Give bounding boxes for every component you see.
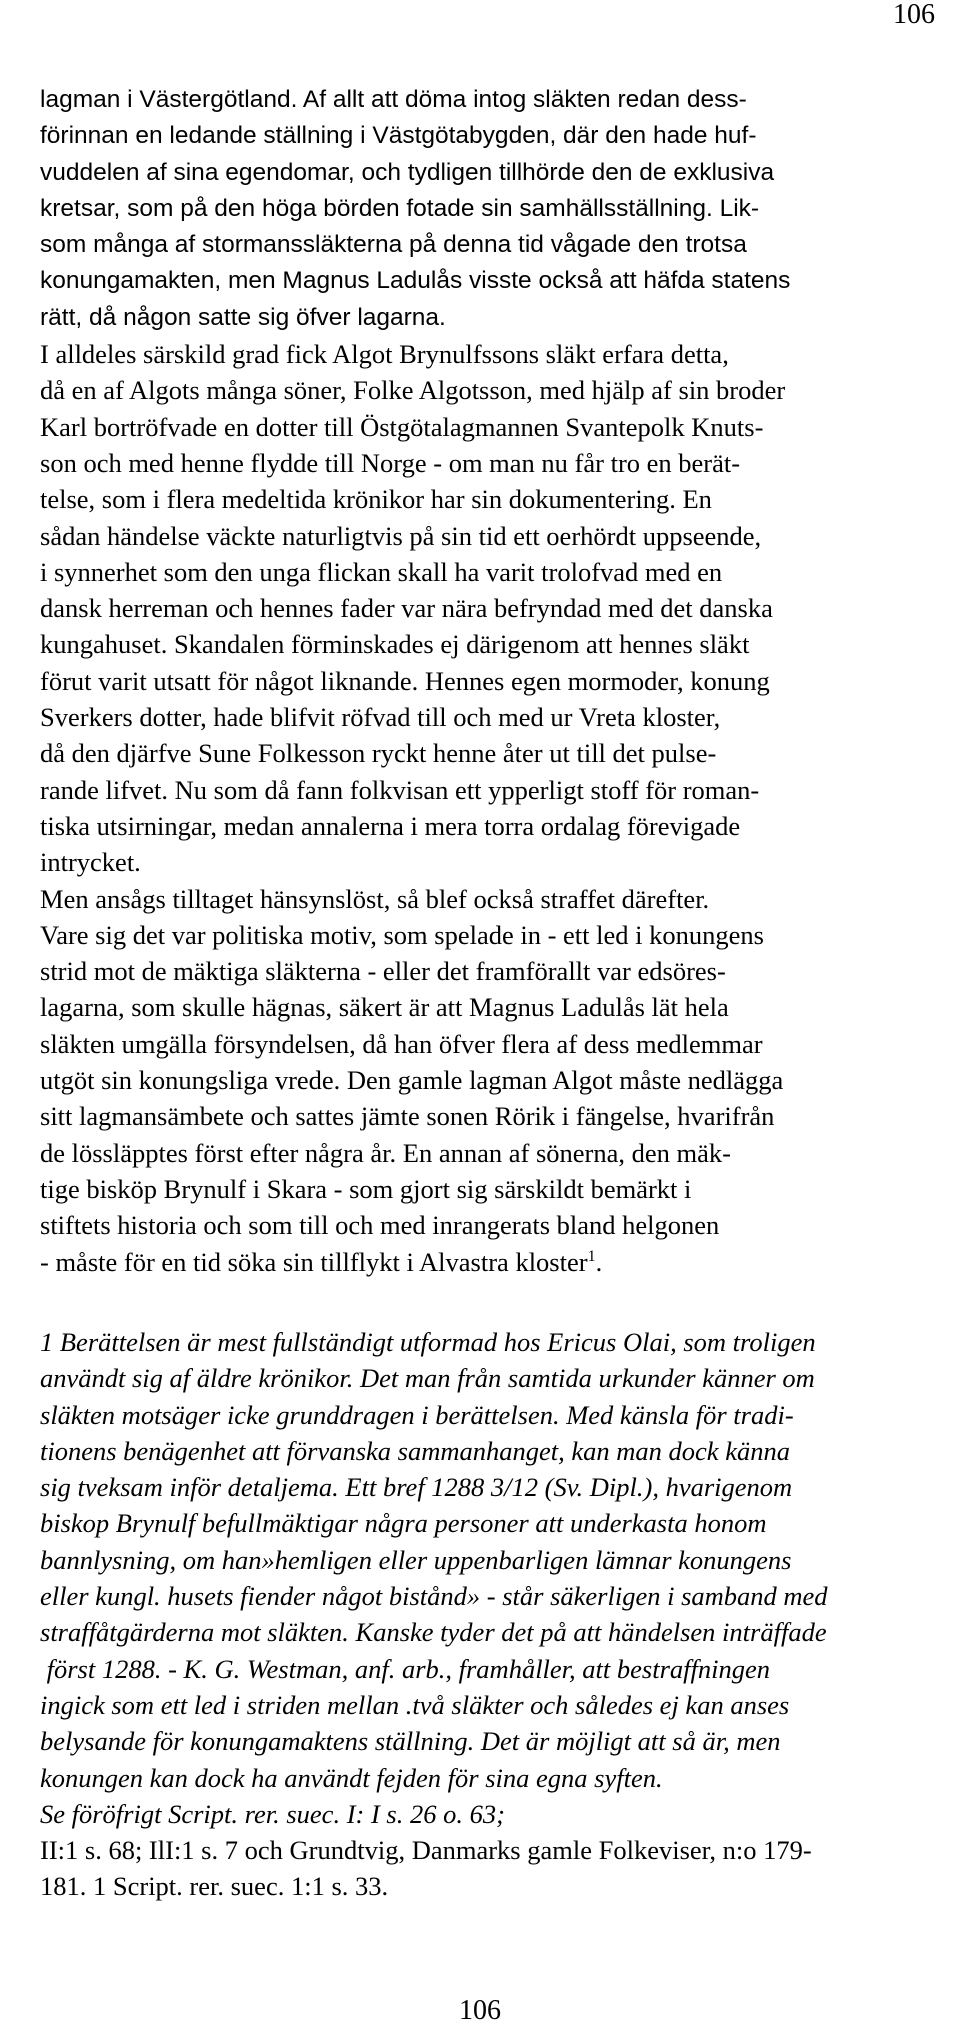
text-line: Men ansågs tilltaget hänsynslöst, så blef också straffet därefter. [40,883,710,914]
text-line: Karl bortröfvade en dotter till Östgötalagmannen Svantepolk Knuts- [40,411,764,442]
footnote-reference[interactable]: 1 [587,1247,596,1265]
paragraph-2 [40,336,940,880]
text-line: I alldeles särskild grad fick Algot Brynulfssons släkt erfara detta, [40,339,729,370]
footnote-line: bannlysning, om han»hemligen eller uppenbarligen lämnar konungens [40,1544,792,1575]
text-line: Sverkers dotter, hade blifvit röfvad till och med ur Vreta kloster, [40,702,721,733]
text-line: strid mot de mäktiga släkterna - eller det framförallt var edsöres- [40,956,726,987]
footnote-line: biskop Brynulf befullmäktigar några personer att underkasta honom [40,1508,767,1539]
footnote-line: 1 Berättelsen är mest fullständigt utformad hos Ericus Olai, som troligen [40,1327,816,1357]
text-line: tiska utsirningar, medan annalerna i mera torra ordalag förevigade [40,810,741,841]
text-line: förut varit utsatt för något liknande. Hennes egen mormoder, konung [40,665,770,696]
footnote-line: straffåtgärderna mot släkten. Kanske tyder det på att händelsen inträffade [40,1617,827,1648]
footnote-line: tionens benägenhet att förvanska sammanhanget, kan man dock känna [40,1435,790,1466]
text-line: telse, som i flera medeltida krönikor har sin dokumentering. En [40,484,712,515]
text-segment: . [595,1246,603,1277]
text-line: Vare sig det var politiska motiv, som spelade in - ett led i konungens [40,919,764,950]
text-line: som många af stormanssläkterna på denna tid vågade den trotsa [40,231,747,259]
footnote-line: konungen kan dock ha användt fejden för sina egna syften. [40,1762,663,1793]
text-line: sådan händelse väckte naturligtvis på sin tid ett oerhördt uppseende, [40,520,762,551]
text-line: intrycket. [40,847,141,878]
text-line-last [40,1244,940,1280]
text-segment: - måste för en tid söka sin tillflykt i Alvastra kloster [40,1246,588,1277]
text-line: då en af Algots många söner, Folke Algotsson, med hjälp af sin broder [40,375,786,406]
footnote-block [40,1324,940,1905]
text-line: tige bisköp Brynulf i Skara - som gjort sig särskildt bemärkt i [40,1173,692,1204]
footnote-line: sig tveksam inför detaljema. Ett bref 1288 3/12 (Sv. Dipl.), hvarigenom [40,1472,793,1503]
text-line: i synnerhet som den unga flickan skall ha varit trolofvad med en [40,556,723,587]
text-line: de lössläpptes först efter några år. En annan af sönerna, den mäk- [40,1137,731,1168]
text-line: dansk herreman och hennes fader var nära befryndad med det danska [40,593,773,624]
footnote-line: användt sig af äldre krönikor. Det man från samtida urkunder känner om [40,1363,815,1394]
text-line: stiftets historia och som till och med inrangerats bland helgonen [40,1210,720,1241]
text-line: släkten umgälla försyndelsen, då han öfver flera af dess medlemmar [40,1028,763,1059]
footnote-line: eller kungl. husets fiender något bistånd» - står säkerligen i samband med [40,1581,828,1612]
text-line: sitt lagmansämbete och sattes jämte sonen Rörik i fängelse, hvarifrån [40,1101,775,1132]
text-line: rätt, då någon satte sig öfver lagarna. [40,303,446,331]
text-line: då den djärfve Sune Folkesson ryckt henne åter ut till det pulse- [40,738,717,769]
page-number-top: 106 [893,0,935,30]
footnote-italic [40,1324,940,1832]
text-line: konungamakten, men Magnus Ladulås visste också att häfda statens [40,267,791,295]
footnote-line: 181. 1 Script. rer. suec. 1:1 s. 33. [40,1871,389,1902]
text-line: utgöt sin konungsliga vrede. Den gamle lagman Algot måste nedlägga [40,1065,784,1096]
page-number-bottom: 106 [459,1995,501,2026]
text-line: rande lifvet. Nu som då fann folkvisan ett ypperligt stoff för roman- [40,774,760,805]
footnote-line: Se föröfrigt Script. rer. suec. I: I s. 26 o. 63; [40,1798,505,1829]
text-line: vuddelen af sina egendomar, och tydligen tillhörde den de exklusiva [40,158,775,186]
text-line: kungahuset. Skandalen förminskades ej därigenom att hennes släkt [40,629,750,660]
text-line: lagarna, som skulle hägnas, säkert är att Magnus Ladulås lät hela [40,992,729,1023]
footnote-line: II:1 s. 68; IlI:1 s. 7 och Grundtvig, Danmarks gamle Folkeviser, n:o 179- [40,1835,812,1866]
footnote-upright [40,1832,940,1905]
text-line: son och med henne flydde till Norge - om man nu får tro en berät- [40,447,741,478]
paragraph-3 [40,881,940,1280]
footnote-line: släkten motsäger icke grunddragen i berättelsen. Med känsla för tradi- [40,1399,794,1430]
body-text [40,82,940,1280]
text-line: förinnan en ledande ställning i Västgötabygden, där den hade huf- [40,122,757,150]
footnote-line: belysande för konungamaktens ställning. Det är möjligt att så är, men [40,1726,781,1757]
text-line: kretsar, som på den höga börden fotade sin samhällsställning. Lik- [40,194,760,222]
footnote-line: först 1288. - K. G. Westman, anf. arb., framhåller, att bestraffningen [40,1653,771,1684]
paragraph-1 [40,82,940,336]
footnote-line: ingick som ett led i striden mellan .två släkter och således ej kan anses [40,1689,790,1720]
text-line: lagman i Västergötland. Af allt att döma intog släkten redan dess- [40,86,747,113]
